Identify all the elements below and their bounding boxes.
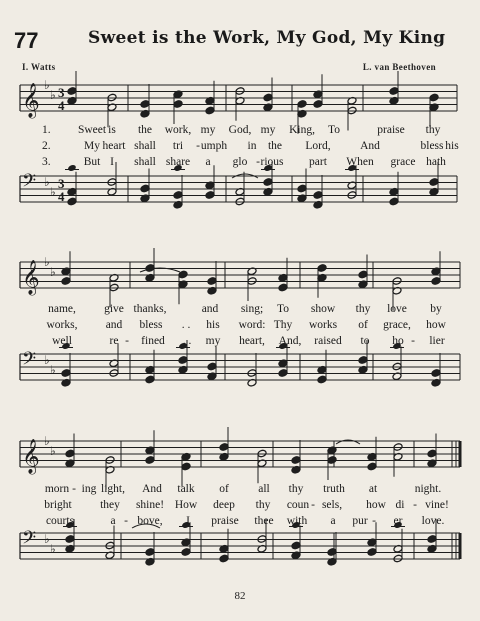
lyric-syllable: give [104, 303, 124, 315]
note-head [263, 178, 273, 187]
lyric-syllable: all [258, 483, 270, 495]
lyric-line [0, 515, 480, 529]
lyric-syllable: is [108, 124, 116, 136]
lyric-syllable: - [256, 156, 260, 168]
lyric-syllable: But [83, 156, 101, 168]
note-head [358, 270, 368, 279]
lyric-syllable: thanks, [133, 303, 167, 315]
flat-sign: ♭ [44, 532, 50, 546]
lyric-syllable: - [196, 140, 200, 152]
lyric-syllable: my [200, 124, 216, 136]
lyric-syllable: - [411, 335, 415, 347]
lyric-syllable: I [186, 515, 190, 527]
flat-sign: ♭ [44, 78, 50, 92]
lyric-syllable: - [413, 499, 417, 511]
lyric-syllable: When [346, 156, 374, 168]
flat-sign: ♭ [50, 88, 56, 102]
lyric-syllable: works [308, 319, 338, 331]
lyric-line [0, 319, 480, 333]
lyric-syllable: shine! [135, 499, 165, 511]
note-head [207, 362, 217, 371]
lyric-syllable: the [267, 140, 283, 152]
lyric-syllable: re [109, 335, 119, 347]
lyric-syllable: in [247, 140, 257, 152]
lyric-syllable: thy [355, 303, 371, 315]
lyric-syllable: tri [172, 140, 184, 152]
music-composer: L. van Beethoven [362, 62, 436, 72]
lyric-syllable: by [430, 303, 442, 315]
note-head [367, 462, 377, 471]
lyric-syllable: truth [323, 483, 345, 495]
bass-clef: 𝄢 [22, 349, 37, 374]
note-head [389, 197, 399, 206]
lyric-syllable: umph [200, 140, 228, 152]
note-head [389, 87, 399, 96]
lyric-syllable: name, [48, 303, 76, 315]
note-head [327, 456, 337, 465]
note-head [65, 449, 75, 458]
lyric-syllable: bless [139, 319, 163, 331]
note-head [207, 277, 217, 286]
note-head [429, 178, 439, 187]
lyric-syllable: rious [260, 156, 284, 168]
lyric-line [0, 303, 480, 317]
lyric-syllable: a [205, 156, 211, 168]
lyric-syllable: of [219, 483, 229, 495]
note-head [205, 191, 215, 200]
lyric-syllable: at [368, 483, 378, 495]
treble-clef: 𝄞 [22, 260, 40, 295]
note-head [429, 93, 439, 102]
lyric-syllable: light, [101, 483, 125, 495]
lyric-line [0, 499, 480, 513]
flat-sign: ♭ [44, 255, 50, 269]
note-head [181, 548, 191, 557]
note-head [65, 535, 75, 544]
note-head [431, 277, 441, 286]
lyric-line [0, 124, 480, 138]
lyric-syllable: sing; [240, 303, 264, 315]
lyric-line [0, 483, 480, 497]
bass-clef: 𝄢 [22, 528, 37, 553]
note-head [317, 375, 327, 384]
lyric-syllable: 1. [42, 124, 51, 136]
lyric-syllable: Sweet [77, 124, 107, 136]
time-signature: 4 [58, 189, 65, 204]
lyric-syllable: bove, [137, 515, 163, 527]
note-head [427, 449, 437, 458]
lyric-syllable: deep [213, 499, 235, 511]
lyric-syllable: praise [211, 515, 239, 527]
lyric-syllable: - [72, 483, 76, 495]
lyric-syllable: fined [141, 335, 165, 347]
lyric-syllable: coun [286, 499, 310, 511]
flat-sign: ♭ [44, 434, 50, 448]
note-head [61, 369, 71, 378]
lyric-syllable: . . [181, 319, 191, 331]
note-head [145, 375, 155, 384]
lyric-syllable: . . [182, 335, 192, 347]
lyric-syllable: of [358, 319, 368, 331]
lyric-syllable: How [174, 499, 198, 511]
lyric-syllable: show [310, 303, 336, 315]
flat-sign: ♭ [44, 353, 50, 367]
lyric-syllable: shall [134, 156, 156, 168]
bass-clef: 𝄢 [22, 171, 37, 196]
lyric-line [0, 156, 480, 170]
note-head [181, 462, 191, 471]
lyric-syllable: - [311, 499, 315, 511]
note-head [297, 184, 307, 193]
note-head [367, 548, 377, 557]
lyric-syllable: Thy [273, 319, 293, 331]
lyric-syllable: - [124, 515, 128, 527]
lyric-syllable: share [165, 156, 191, 168]
lyric-syllable: thy [255, 499, 271, 511]
lyric-syllable: the [137, 124, 153, 136]
note-head [219, 443, 229, 452]
lyric-syllable: they [100, 499, 120, 511]
lyric-syllable: pur [352, 515, 368, 527]
lyric-syllable: And [142, 483, 162, 495]
lyric-line [0, 140, 480, 154]
lyric-syllable: glo [232, 156, 248, 168]
lyric-syllable: bright [44, 499, 72, 511]
lyric-syllable: grace, [383, 319, 411, 331]
note-head [178, 356, 188, 365]
hymn-title: Sweet is the Work, My God, My King [88, 28, 446, 48]
lyric-syllable: part [309, 156, 327, 168]
note-head [61, 277, 71, 286]
note-head [297, 100, 307, 109]
lyric-syllable: praise [377, 124, 405, 136]
time-signature: 3 [58, 85, 65, 100]
lyric-syllable: er [393, 515, 403, 527]
lyric-syllable: morn [44, 483, 70, 495]
note-head [427, 535, 437, 544]
lyric-syllable: how [366, 499, 386, 511]
flat-sign: ♭ [50, 265, 56, 279]
lyric-syllable: bless [420, 140, 444, 152]
lyric-syllable: a [330, 515, 336, 527]
lyric-syllable: his [445, 140, 459, 152]
lyric-syllable: ing [81, 483, 97, 495]
words-author: I. Watts [22, 62, 56, 72]
lyric-syllable: 3. [42, 156, 51, 168]
lyric-syllable: And [360, 140, 380, 152]
lyric-syllable: hath [426, 156, 446, 168]
note-head [145, 456, 155, 465]
lyric-syllable: how [426, 319, 446, 331]
note-head [173, 191, 183, 200]
note-head [291, 456, 301, 465]
lyric-syllable: to [360, 335, 370, 347]
note-head [278, 369, 288, 378]
lyric-syllable: To [277, 303, 289, 315]
flat-sign: ♭ [50, 542, 56, 556]
note-head [67, 87, 77, 96]
lyric-syllable: And, [278, 335, 302, 347]
lyric-syllable: vine! [425, 499, 449, 511]
lyric-syllable: a [110, 515, 116, 527]
lyric-syllable: thy [288, 483, 304, 495]
note-head [219, 554, 229, 563]
lyric-syllable: heart, [239, 335, 265, 347]
lyric-syllable: works, [46, 319, 78, 331]
note-head [317, 264, 327, 273]
lyric-syllable: love [387, 303, 407, 315]
lyric-syllable: di [395, 499, 405, 511]
lyric-syllable: Lord, [305, 140, 331, 152]
lyric-syllable: work, [164, 124, 192, 136]
lyric-syllable: his [206, 319, 220, 331]
note-head [140, 184, 150, 193]
lyric-syllable: - [372, 515, 376, 527]
note-head [205, 106, 215, 115]
lyric-syllable: my [260, 124, 276, 136]
lyric-syllable: word: [238, 319, 266, 331]
treble-clef: 𝄞 [22, 439, 40, 474]
lyric-syllable: shall [134, 140, 156, 152]
lyric-syllable: thee [254, 515, 274, 527]
lyric-syllable: sels, [321, 499, 343, 511]
time-signature: 3 [58, 176, 65, 191]
treble-clef: 𝄞 [22, 83, 40, 118]
note-head [173, 100, 183, 109]
flat-sign: ♭ [50, 444, 56, 458]
note-head [291, 541, 301, 550]
lyric-syllable: heart [102, 140, 126, 152]
lyric-syllable: love. [421, 515, 445, 527]
lyric-line [0, 335, 480, 349]
lyric-syllable: 2. [42, 140, 51, 152]
lyric-syllable: lier [429, 335, 445, 347]
lyric-syllable: - [125, 335, 129, 347]
note-head [431, 369, 441, 378]
lyric-syllable: I [110, 156, 114, 168]
lyric-syllable: and [105, 319, 123, 331]
lyric-syllable: talk [177, 483, 195, 495]
page-number: 82 [234, 590, 246, 602]
note-head [67, 197, 77, 206]
time-signature: 4 [58, 98, 65, 113]
note-head [313, 100, 323, 109]
lyric-syllable: God, [228, 124, 252, 136]
lyric-syllable: courts [45, 515, 75, 527]
lyric-syllable: my [205, 335, 221, 347]
lyric-syllable: grace [390, 156, 416, 168]
note-head [145, 548, 155, 557]
lyric-syllable: My [84, 140, 100, 152]
note-head [313, 191, 323, 200]
lyric-syllable: well [52, 335, 72, 347]
note-head [358, 356, 368, 365]
lyric-syllable: ho [392, 335, 404, 347]
lyric-syllable: night. [414, 483, 442, 495]
note-head [140, 100, 150, 109]
note-head [327, 548, 337, 557]
flat-sign: ♭ [44, 175, 50, 189]
lyric-syllable: raised [314, 335, 342, 347]
hymn-number: 77 [14, 28, 39, 53]
lyric-syllable: with [286, 515, 308, 527]
flat-sign: ♭ [50, 185, 56, 199]
lyric-syllable: To [328, 124, 340, 136]
flat-sign: ♭ [50, 363, 56, 377]
lyric-syllable: King, [289, 124, 315, 136]
note-head [263, 93, 273, 102]
lyric-syllable: thy [425, 124, 441, 136]
note-head [278, 283, 288, 292]
lyric-syllable: and [201, 303, 219, 315]
